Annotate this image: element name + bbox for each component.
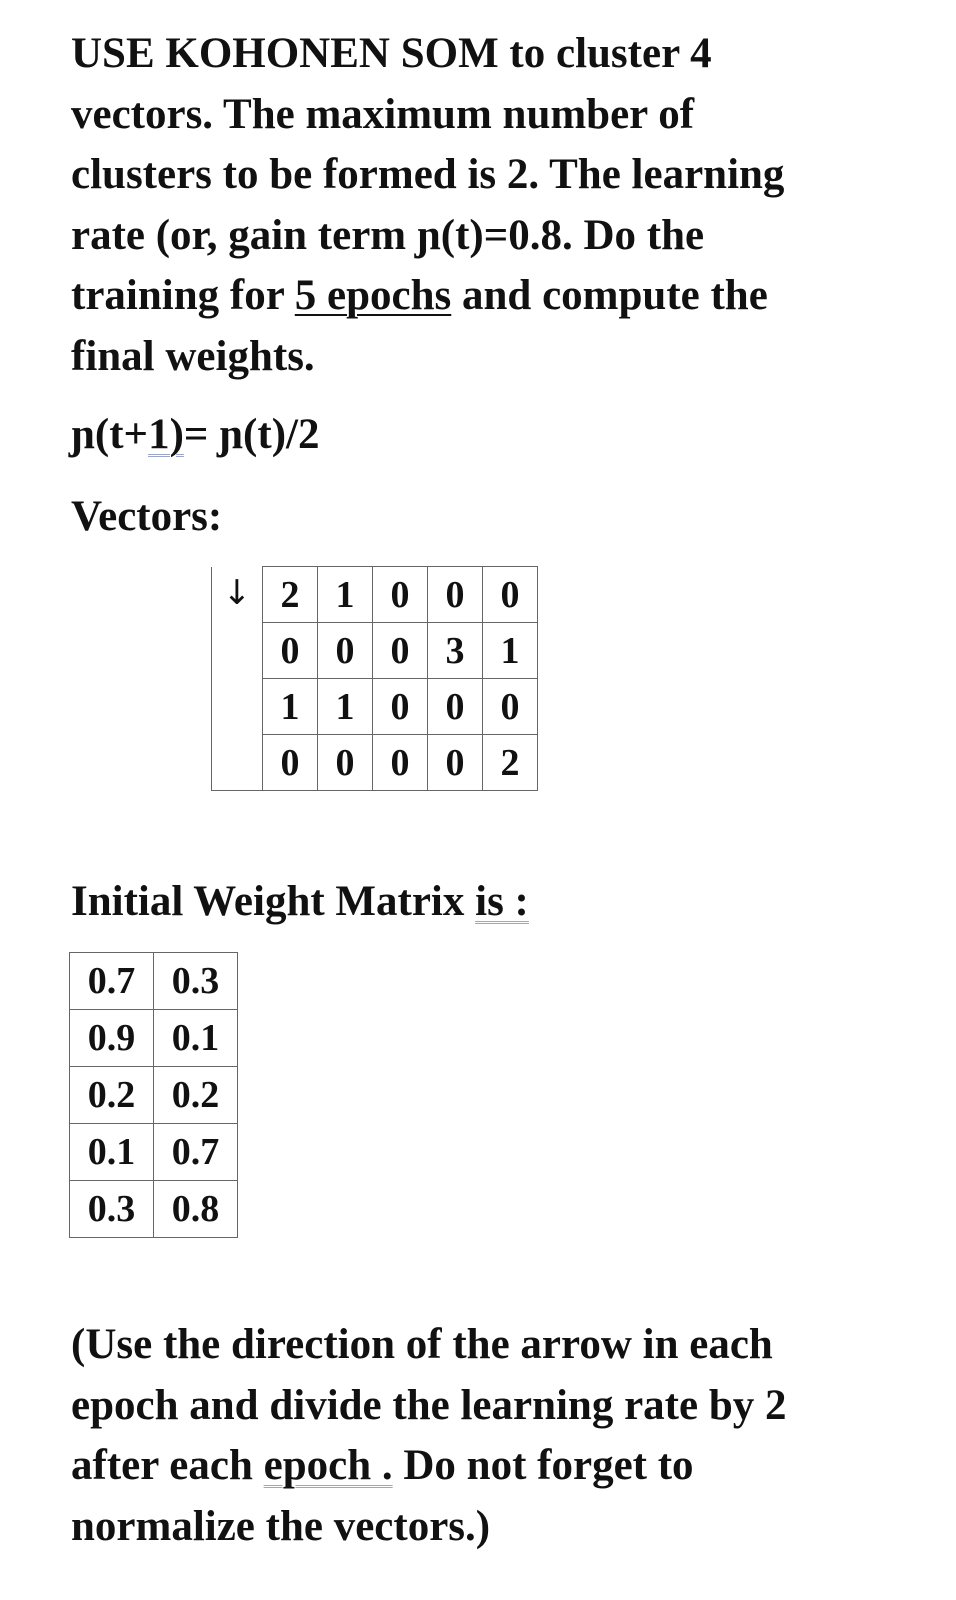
note-line-3: [71, 1436, 931, 1497]
instructions-note: [71, 1315, 931, 1557]
weight-cell: 0.1: [154, 1010, 238, 1067]
table-row: [70, 1124, 238, 1181]
vector-cell: 1: [483, 623, 538, 679]
note-line-3-pre: after each: [71, 1442, 264, 1489]
problem-line-4: rate (or, gain term ɲ(t)=0.8. Do the: [71, 211, 705, 259]
learning-rate-formula: [71, 405, 931, 466]
vector-cell: 2: [263, 567, 318, 623]
epochs-underlined: 5 epochs: [294, 272, 452, 319]
vector-cell: 3: [428, 623, 483, 679]
vector-cell: 0: [373, 679, 428, 735]
weights-heading-pre: Initial Weight Matrix: [71, 878, 476, 925]
problem-line-1: USE KOHONEN SOM to cluster 4: [71, 30, 712, 77]
problem-statement: [71, 24, 931, 387]
vector-cell: 0: [373, 567, 428, 623]
table-row: [70, 953, 238, 1010]
table-row: [212, 567, 538, 623]
vector-cell: 0: [318, 623, 373, 679]
weight-cell: 0.8: [154, 1181, 238, 1238]
vector-cell: 0: [373, 623, 428, 679]
weight-cell: 0.3: [154, 953, 238, 1010]
problem-line-2: vectors. The maximum number of: [71, 90, 695, 138]
problem-line-5-pre: training for: [71, 272, 295, 319]
vector-cell: 0: [428, 567, 483, 623]
weight-cell: 0.1: [70, 1124, 154, 1181]
note-line-2: epoch and divide the learning rate by 2: [71, 1381, 787, 1429]
weight-cell: 0.2: [154, 1067, 238, 1124]
problem-line-3: clusters to be formed is 2. The learning: [71, 151, 785, 198]
vectors-heading: Vectors:: [71, 493, 223, 540]
weight-cell: 0.7: [154, 1124, 238, 1181]
note-line-1: (Use the direction of the arrow in each: [71, 1321, 773, 1368]
problem-line-6: final weights.: [71, 332, 315, 380]
down-arrow-icon: ↓: [212, 567, 263, 791]
epoch-underlined: epoch .: [263, 1442, 393, 1489]
weights-heading-underlined: is :: [475, 878, 529, 925]
vector-cell: 0: [318, 735, 373, 791]
vector-cell: 0: [263, 623, 318, 679]
vector-cell: 0: [428, 679, 483, 735]
table-row: [70, 1067, 238, 1124]
vectors-table: [211, 566, 538, 791]
vector-cell: 1: [318, 567, 373, 623]
formula-pre: ɲ(t+: [71, 411, 149, 458]
weight-cell: 0.9: [70, 1010, 154, 1067]
vector-cell: 1: [263, 679, 318, 735]
problem-line-5: [71, 266, 931, 327]
vector-cell: 0: [483, 567, 538, 623]
vector-cell: 2: [483, 735, 538, 791]
weights-heading: [71, 872, 931, 933]
vector-cell: 0: [483, 679, 538, 735]
vector-cell: 0: [373, 735, 428, 791]
formula-underlined: 1): [148, 411, 184, 458]
weight-cell: 0.2: [70, 1067, 154, 1124]
table-row: [70, 1181, 238, 1238]
vector-cell: 0: [428, 735, 483, 791]
note-line-3-post: Do not forget to: [392, 1442, 694, 1489]
weight-cell: 0.7: [70, 953, 154, 1010]
table-row: [70, 1010, 238, 1067]
vector-cell: 0: [263, 735, 318, 791]
formula-post: = ɲ(t)/2: [183, 411, 320, 458]
weights-table: [69, 952, 238, 1238]
vector-cell: 1: [318, 679, 373, 735]
note-line-4: normalize the vectors.): [71, 1502, 491, 1550]
weight-cell: 0.3: [70, 1181, 154, 1238]
problem-line-5-post: and compute the: [451, 272, 768, 319]
